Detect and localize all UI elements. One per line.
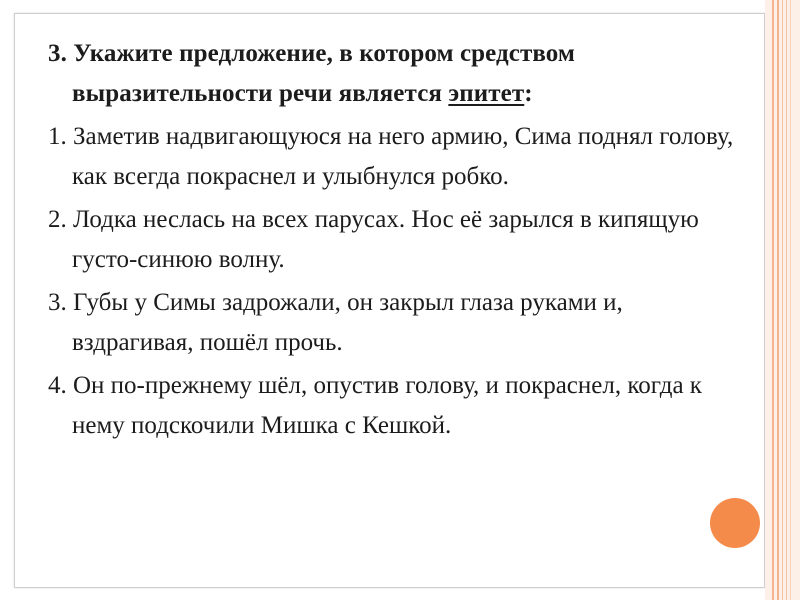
question-text-before: 3. Укажите предложение, в котором средством выразительности речи является: [48, 40, 576, 107]
decorative-circle-icon: [710, 498, 760, 548]
answer-option-1: 1. Заметив надвигающуюся на него армию, Сима поднял голову, как всегда покраснел и улыбнулся робко.: [48, 123, 734, 190]
decorative-stripe: [790, 0, 791, 600]
decorative-stripe: [786, 0, 787, 600]
decorative-stripe: [782, 0, 783, 600]
question-text: [48, 34, 748, 114]
slide-content: [48, 34, 748, 449]
answer-option-4: 4. Он по-прежнему шёл, опустив голову, и покраснел, когда к нему подскочили Мишка с Кешкой.: [48, 372, 702, 439]
answer-option-2: 2. Лодка неслась на всех парусах. Нос её зарылся в кипящую густо-синюю волну.: [48, 206, 699, 273]
decorative-stripe: [777, 0, 779, 600]
question-text-after: :: [524, 80, 533, 107]
decorative-stripe: [772, 0, 774, 600]
answer-option-3: 3. Губы у Симы задрожали, он закрыл глаза руками и, вздрагивая, пошёл прочь.: [48, 289, 623, 356]
question-keyword: эпитет: [448, 80, 525, 107]
